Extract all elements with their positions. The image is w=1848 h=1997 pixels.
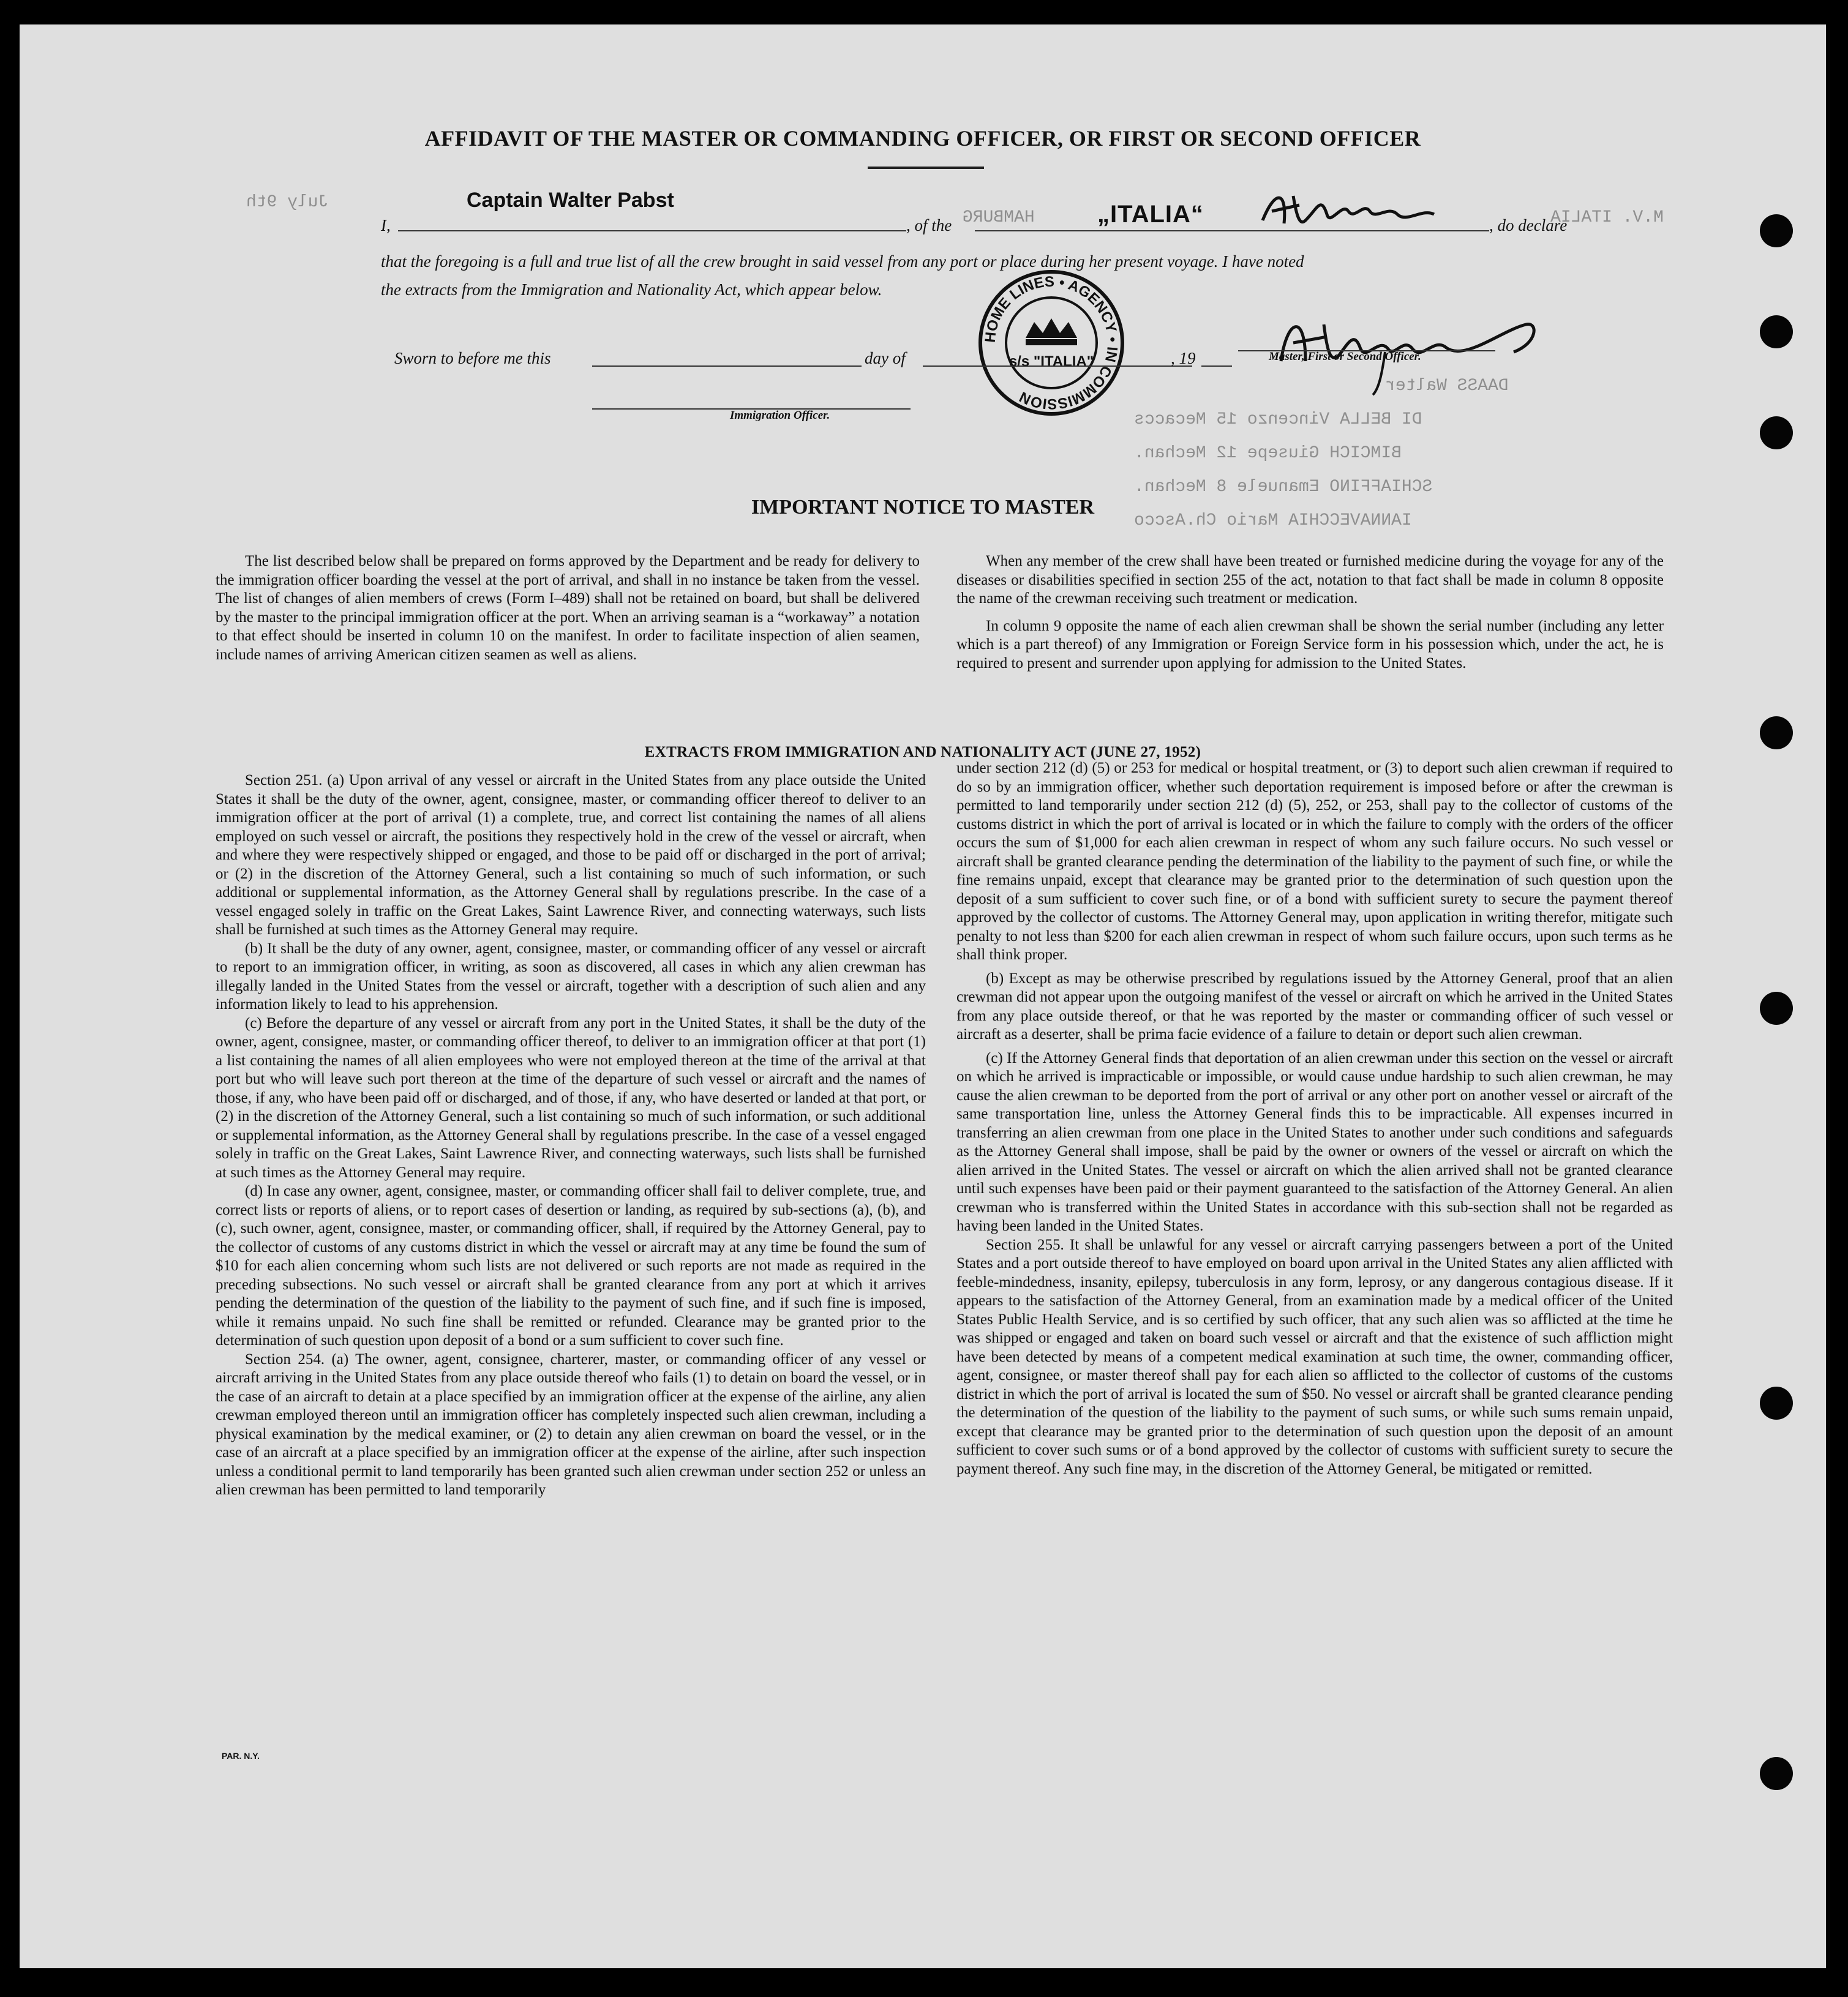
officer-label: Master, First or Second Officer. xyxy=(1269,350,1421,363)
section-paragraph: (c) If the Attorney General finds that deportation of an alien crewman under this section on the vessel or aircraft on which he arrived is impracticable or impossible, or would cause undue hardship to such alien crewman, he may cause the alien crewman to be deported from the port of arrival or any other port on another vessel or aircraft of the same transportation line, unless the Attorney General finds this to be impracticable. All expenses incurred in transferring an alien crewman from one place in the United States to another under such conditions and safeguards as the Attorney General shall impose, shall be paid by the owner or owners of the vessel or aircraft on which the alien arrived in the United States. The vessel or aircraft on which the alien arrived shall not be granted clearance until such expenses have been paid or their payment guaranteed to the satisfaction of the Attorney General. An alien crewman who is transferred within the United States in accordance with this sub-section shall not be regarded as having been landed in the United States. xyxy=(956,1049,1673,1234)
punch-hole xyxy=(1760,214,1793,247)
section-paragraph: (b) It shall be the duty of any owner, agent, consignee, master, or commanding officer of any vessel or aircraft to report to an immigration officer, in writing, as soon as discovered, all cases in which any alien crewman has illegally landed in the United States from the vessel or aircraft, together with a description of such alien and any information likely to lead to his apprehension. xyxy=(216,940,926,1013)
section-paragraph: (b) Except as may be otherwise prescribed by regulations issued by the Attorney General, proof that an alien crewman did not appear upon the outgoing manifest of the vessel or aircraft on which he arrived in the United States from any place outside thereof, or that he was reported by the master or commanding officer of such vessel or aircraft as a deserter, shall be prima facie evidence of a failure to detain or deport such alien crewman. xyxy=(956,970,1673,1043)
punch-hole xyxy=(1760,315,1793,348)
notice-left-column xyxy=(216,552,920,664)
form-title: AFFIDAVIT OF THE MASTER OR COMMANDING OFFICER, OR FIRST OR SECOND OFFICER xyxy=(424,126,1421,151)
notice-paragraph: The list described below shall be prepared on forms approved by the Department and be ready for delivery to the immigration officer boarding the vessel at the port of arrival, and shall in no instance be taken from the vessel. The list of changes of alien members of crews (Form I–489) shall not be retained on board, but shall be delivered by the master to the principal immigration officer at the port. When an arriving seaman is a “workaway” a notation to that effect should be inserted in column 10 on the manifest. In order to facilitate inspection of alien seamen, include names of arriving American citizen seamen as well as aliens. xyxy=(216,553,920,663)
extracts-title: EXTRACTS FROM IMMIGRATION AND NATIONALITY ACT (JUNE 27, 1952) xyxy=(644,744,1201,760)
sworn-label: Sworn to before me this xyxy=(394,349,551,367)
vessel-name: „ITALIA“ xyxy=(1097,201,1204,228)
show-through-text: IANNAVECCHIA Mario Ch.Ascco xyxy=(1134,511,1412,530)
title-divider xyxy=(868,167,984,169)
extracts-right-column xyxy=(956,759,1673,1478)
show-through-text: DI BELLA Vincenzo 15 Mecaccs xyxy=(1134,410,1422,429)
printer-mark: PAR. N.Y. xyxy=(222,1751,260,1761)
extracts-left-column xyxy=(216,771,926,1500)
section-paragraph: Section 255. It shall be unlawful for any vessel or aircraft carrying passengers between a port of the United States and a port outside thereof to have employed on board upon arrival in the United States any alien afflicted with feeble-mindedness, insanity, epilepsy, tuberculosis in any form, leprosy, or any dangerous contagious disease. If it appears to the satisfaction of the Attorney General, from an examination made by a medical officer of the United States Public Health Service, and is so certified by such officer, that any such alien was so afflicted at the time he was shipped or engaged and taken on board such vessel or aircraft and that the existence of such affliction might have been detected by means of a competent medical examination at such time, the owner, commanding officer, agent, consignee, or master thereof shall pay for each alien so afflicted to the collector of customs of the customs district in which the port of arrival is located the sum of $50. No vessel or aircraft shall be granted clearance pending the determination of the question of the liability to the payment of such sums, or while such sums remain unpaid, except that clearance may be granted prior to the determination of such question upon the deposit of an amount sufficient to cover such sums or of a bond approved by the collector of customs with sufficient surety to secure the payment thereof. Any such fine may, in the discretion of the Attorney General, be mitigated or remitted. xyxy=(956,1236,1673,1477)
declaration-line-3: the extracts from the Immigration and Nationality Act, which appear below. xyxy=(381,280,882,299)
punch-hole xyxy=(1760,992,1793,1025)
officer-signature xyxy=(1269,294,1550,398)
show-through-text: DAASS Walter xyxy=(1385,377,1509,395)
do-declare-label: , do declare xyxy=(1489,216,1568,234)
declaration-line-2: that the foregoing is a full and true list of all the crew brought in said vessel from any port or place during her present voyage. I have noted xyxy=(381,252,1304,271)
day-of-label: day of xyxy=(865,349,906,367)
notice-paragraph: When any member of the crew shall have been treated or furnished medicine during the voyage for any of the diseases or disabilities specified in section 255 of the act, notation to that fact shall be made in column 8 opposite the name of the crewman receiving such treatment or medication. xyxy=(956,553,1664,607)
section-paragraph: (d) In case any owner, agent, consignee, master, or commanding officer shall fail to deliver complete, true, and correct lists or reports of aliens, or to report cases of desertion or landing, as required by sub-sections (a), (b), and (c), such owner, agent, consignee, master, or commanding officer, shall, if required by the Attorney General, pay to the collector of customs of any customs district in which the vessel or aircraft may at any time be found the sum of $10 for each alien concerning whom such lists are not delivered or such reports are not made as required in the preceding subsections. No such vessel or aircraft shall be granted clearance from any port at which it arrives pending the determination of the question of the liability to the payment of such fine, and if such fine is imposed, while it remains unpaid. No such fine shall be remitted or refunded. Clearance may be granted prior to the determination of such question upon deposit of a bond or a sum sufficient to cover such fine. xyxy=(216,1183,926,1349)
notice-title: IMPORTANT NOTICE TO MASTER xyxy=(751,496,1095,519)
master-name: Captain Walter Pabst xyxy=(467,189,674,212)
stamp-center-text: s/s "ITALIA" xyxy=(1009,353,1094,370)
year-label: , 19 xyxy=(1171,349,1196,367)
section-paragraph: Section 254. (a) The owner, agent, consignee, charterer, master, or commanding officer of any vessel or aircraft arriving in the United States from any place outside thereof who fails (1) to detain on board the vessel, or in the case of an aircraft to detain at a place specified by an immigration officer at the expense of the airline, any alien crewman employed thereon until an immigration officer has completely inspected such alien crewman, including a physical examination by the medical examiner, or (2) to detain any alien crewman on board the vessel, or in the case of an aircraft at a place specified by an immigration officer at the expense of the airline, after such inspection unless a conditional permit to land temporarily has been granted such alien crewman under section 252 or unless an alien crewman has been permitted to land temporarily xyxy=(216,1351,926,1498)
show-through-text: M.V. ITALIA xyxy=(1550,208,1664,227)
section-paragraph: Section 251. (a) Upon arrival of any vessel or aircraft in the United States from any place outside the United States it shall be the duty of the owner, agent, consignee, master, or commanding officer thereof to deliver to an immigration officer at the port of arrival (1) a complete, true, and correct list containing the names of all aliens employed on such vessel or aircraft, the positions they respectively hold in the crew of the vessel or aircraft, when and where they were respectively shipped or engaged, and those to be paid off or discharged in the port of arrival; or (2) in the discretion of the Attorney General, such a list containing so much of such information, or such additional or supplemental information, as the Attorney General shall by regulations prescribe. In the case of a vessel engaged solely in traffic on the Great Lakes, Saint Lawrence River, and connecting waterways, such lists shall be furnished at such times as the Attorney General may require. xyxy=(216,772,926,938)
show-through-text: July 9th xyxy=(246,193,329,212)
of-the-label: , of the xyxy=(906,216,952,234)
sworn-month-field[interactable] xyxy=(923,364,1192,367)
section-paragraph: (c) Before the departure of any vessel or aircraft from any port in the United States, it shall be the duty of the owner, agent, consignee, master, or commanding officer thereof, to deliver to an immigration officer at that port (1) a list containing the names of all alien employees who were not employed thereon at the time of the arrival at that port but who will leave such port thereon at the time of the departure of such vessel or aircraft and the names of those, if any, who have been paid off or discharged, and of those, if any, who have deserted or landed at that port, or (2) in the discretion of the Attorney General, such a list containing so much of such information, or such additional or supplemental information, as the Attorney General shall by regulations prescribe. In the case of a vessel engaged solely in traffic on the Great Lakes, Saint Lawrence River, and connecting waterways, such lists shall be furnished at such times as the Attorney General may require. xyxy=(216,1014,926,1181)
stamp-ring-text: HOME LINES • AGENCY • IN COMMISSION xyxy=(982,273,1121,413)
notice-right-column xyxy=(956,552,1664,673)
punch-hole xyxy=(1760,1757,1793,1790)
sworn-day-field[interactable] xyxy=(592,364,862,367)
punch-hole xyxy=(1760,1387,1793,1420)
document-page xyxy=(20,24,1826,1968)
show-through-text: BIMCICH Giusepe 12 Mechan. xyxy=(1134,444,1402,463)
signature xyxy=(1250,178,1483,245)
immigration-officer-label: Immigration Officer. xyxy=(730,409,830,422)
section-paragraph: under section 212 (d) (5) or 253 for medical or hospital treatment, or (3) to deport such alien crewman if required to do so by an immigration officer, whether such deportation requirement is imposed before or after the crewman is permitted to land temporarily under section 212 (d) (5), 252, or 253, shall pay to the collector of customs of the customs district in which the port of arrival is located or in which the failure to comply with the orders of the officer occurs the sum of $1,000 for each alien crewman in respect of whom any such failure occurs. No such vessel or aircraft shall be granted clearance pending the determination of the liability to the payment of such fine, or while the fine remains unpaid, except that clearance may be granted prior to the determination of such question upon the deposit of a sum sufficient to cover such fine, or of a bond with sufficient surety to secure the payment thereof approved by the collector of customs. The Attorney General may, upon application in writing therefor, mitigate such penalty to not less than $200 for each alien crewman in respect of whom such failure occurs, upon such terms as he shall think proper. xyxy=(956,760,1673,963)
ship-stamp xyxy=(978,269,1125,416)
punch-hole xyxy=(1760,416,1793,449)
show-through-text: HAMBURG xyxy=(963,208,1035,227)
declaration-prefix: I, xyxy=(381,216,391,234)
notice-paragraph: In column 9 opposite the name of each alien crewman shall be shown the serial number (including any letter which is a part thereof) of any Immigration or Foreign Service form in his possession which, under the act, he is required to present and surrender upon applying for admission to the United States. xyxy=(956,617,1664,672)
sworn-year-field[interactable] xyxy=(1201,364,1232,367)
show-through-text: SCHIAFFINO Emanuele 8 Mechan. xyxy=(1134,478,1433,496)
